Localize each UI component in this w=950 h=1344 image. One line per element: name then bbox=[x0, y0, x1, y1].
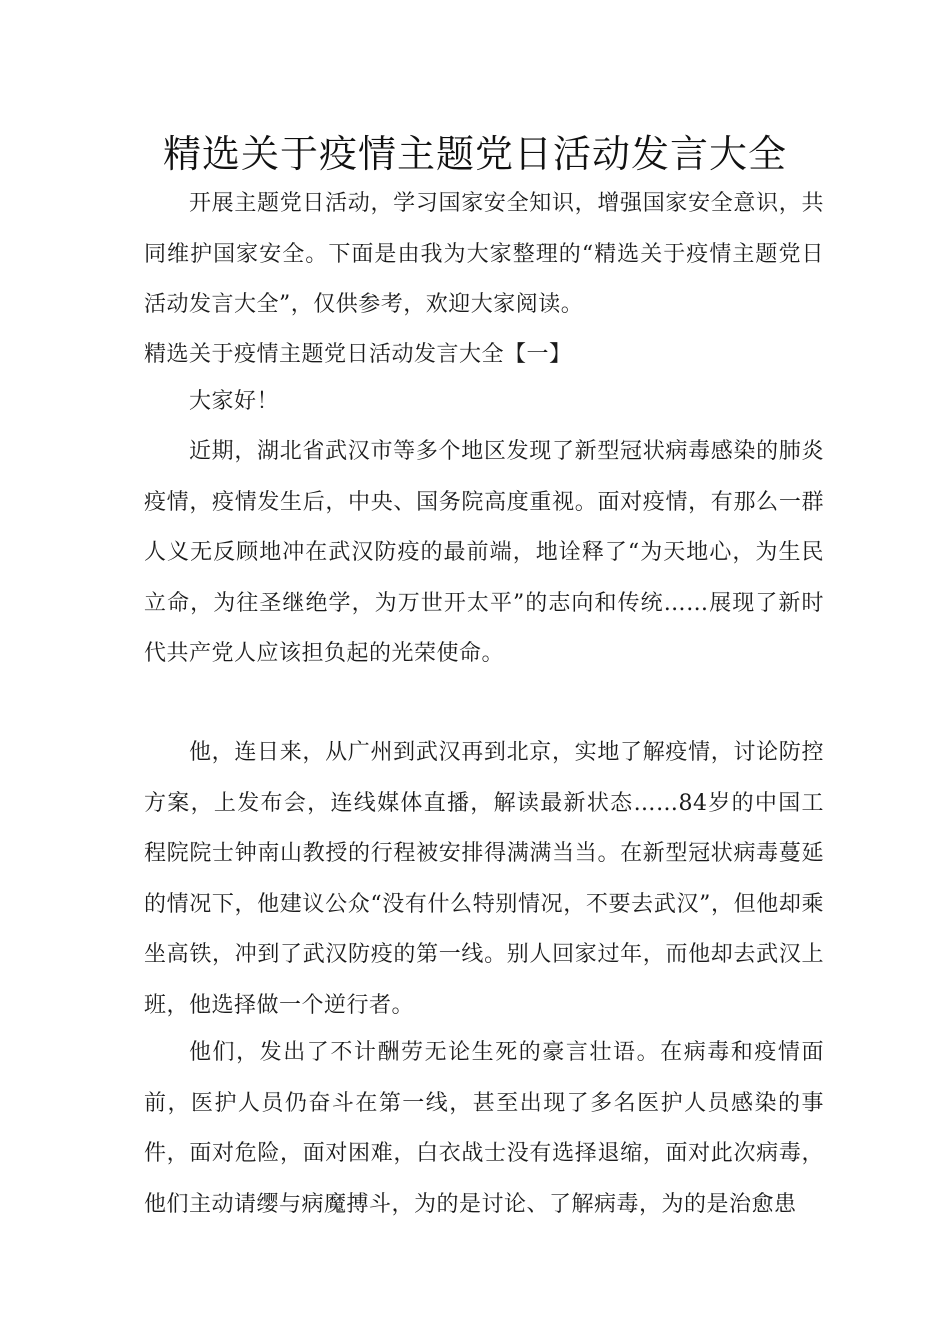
body-paragraph: 他们，发出了不计酬劳无论生死的豪言壮语。在病毒和疫情面前，医护人员仍奋斗在第一线，甚至出现了多名医护人员感染的事件，面对危险，面对困难，白衣战士没有选择退缩，面对此次病毒，他们主动请缨与病魔搏斗，为的是讨论、了解病毒，为的是治愈患 bbox=[144, 1040, 824, 1217]
body-paragraph: 近期，湖北省武汉市等多个地区发现了新型冠状病毒感染的肺炎疫情，疫情发生后，中央、国务院高度重视。面对疫情，有那么一群人义无反顾地冲在武汉防疫的最前端，地诠释了“为天地心，为生民立命，为往圣继绝学，为万世开太平”的志向和传统……展现了新时代共产党人应该担负起的光荣使命。 bbox=[144, 439, 824, 666]
greeting: 大家好！ bbox=[189, 389, 280, 414]
body-paragraph: 他，连日来，从广州到武汉再到北京，实地了解疫情，讨论防控方案，上发布会，连线媒体直播，解读最新状态……84岁的中国工程院院士钟南山教授的行程被安排得满满当当。在新型冠状病毒蔓延的情况下，他建议公众“没有什么特别情况，不要去武汉”，但他却乘坐高铁，冲到了武汉防疫的第一线。别人回家过年，而他却去武汉上班，他选择做一个逆行者。 bbox=[144, 740, 824, 1018]
section-heading: 精选关于疫情主题党日活动发言大全【一】 bbox=[144, 342, 572, 367]
document-title: 精选关于疫情主题党日活动发言大全 bbox=[162, 132, 787, 176]
intro-paragraph: 开展主题党日活动，学习国家安全知识，增强国家安全意识，共同维护国家安全。下面是由我为大家整理的“精选关于疫情主题党日活动发言大全”，仅供参考，欢迎大家阅读。 bbox=[144, 191, 824, 317]
